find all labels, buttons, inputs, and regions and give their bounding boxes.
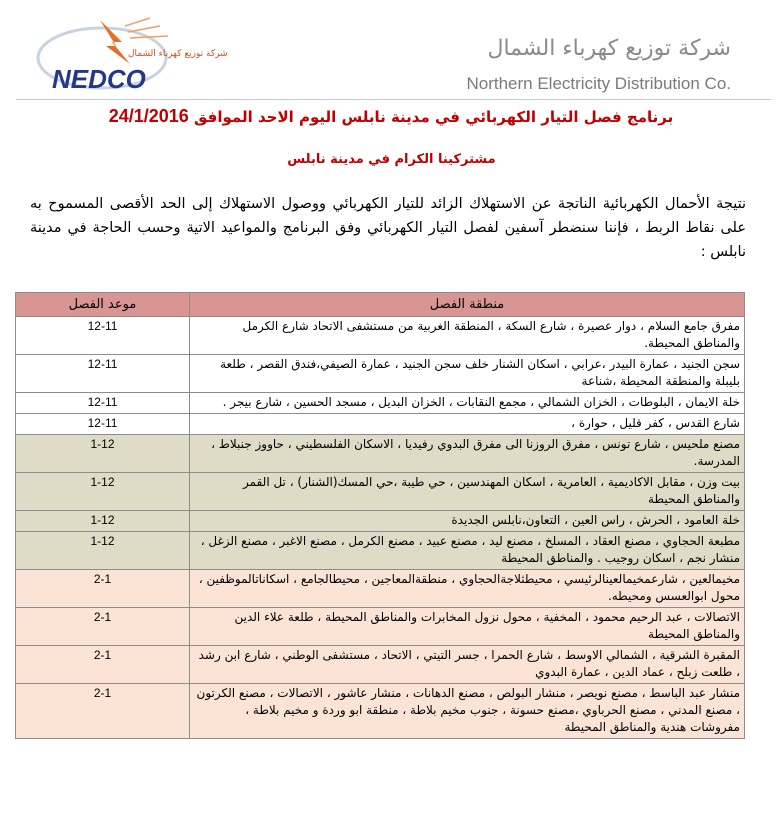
page-header [0, 0, 783, 100]
nedco-logo [30, 12, 228, 94]
table-row [16, 317, 745, 355]
intro-paragraph: نتيجة الأحمال الكهربائية الناتجة عن الاستهلاك الزائد للتيار الكهربائي ووصول الاستهلاك إلى الحد الأقصى المسموح به على نقاط الربط ، فإننا سنضطر آسفين لفصل التيار الكهربائي وفق البرنامج والمواعيد الاتية وحسب الحاجة في مدينة نابلس : [30, 196, 746, 260]
area-cell: مطبعة الحجاوي ، مصنع العقاد ، المسلخ ، مصنع ليد ، مصنع عبيد ، مصنع الكرمل ، مصنع الاغبر ، مصنع الزغل ، منشار نجم ، اسكان روجيب . والمناطق المحيطة [190, 532, 745, 570]
time-cell: 1-12 [16, 435, 190, 473]
company-name-arabic: شركة توزيع كهرباء الشمال [487, 36, 731, 61]
area-cell: شارع القدس ، كفر قليل ، حوارة ، [190, 414, 745, 435]
schedule-table [15, 292, 745, 739]
column-header-area: منطقة الفصل [190, 293, 745, 317]
time-cell: 1-12 [16, 511, 190, 532]
area-cell: بيت وزن ، مقابل الاكاديمية ، العامرية ، اسكان المهندسين ، حي طيبة ،حي المسك(الشنار) ، تل القمر والمناطق المحيطة [190, 473, 745, 511]
table-row [16, 608, 745, 646]
area-cell: سجن الجنيد ، عمارة البيدر ،عرابي ، اسكان الشنار خلف سجن الجنيد ، عمارة الصيفي،فندق القصر ، طلعة بليبلة والمنطقة المحيطة ،شناعة [190, 355, 745, 393]
time-cell: 1-12 [16, 532, 190, 570]
area-cell: الاتصالات ، عبد الرحيم محمود ، المخفية ، محول نزول المخابرات والمناطق المحيطة ، طلعة علاء الدين والمناطق المحيطة [190, 608, 745, 646]
area-cell: مخيمالعين ، شارعمخيمالعينالرئيسي ، محيطثلاجةالحجاوي ، منطقةالمعاجين ، محيطالجامع ، اسكاناتالموظفين ، محول ابوالعسس ومحيطه. [190, 570, 745, 608]
time-cell: 2-1 [16, 684, 190, 739]
area-cell: المقبرة الشرقية ، الشمالي الاوسط ، شارع الحمرا ، جسر التيتي ، الاتحاد ، مستشفى الوطني ، شارع ابن رشد ، طلعت زبلح ، عماد الدين ، عمارة البدوي [190, 646, 745, 684]
logo-arabic-text: شركة توزيع كهرباء الشمال [128, 49, 228, 59]
time-cell: 2-1 [16, 646, 190, 684]
table-row [16, 570, 745, 608]
area-cell: خلة الايمان ، البلوطات ، الخزان الشمالي ، مجمع النقابات ، الخزان البديل ، مسجد الحسين ، شارع بيجر . [190, 393, 745, 414]
logo-text: NEDCO [52, 64, 146, 94]
table-header-row [16, 293, 745, 317]
page-title [60, 106, 722, 127]
company-name-english: Northern Electricity Distribution Co. [466, 74, 731, 93]
area-cell: مصنع ملحيس ، شارع تونس ، مفرق الروزنا الى مفرق البدوي رفيديا ، الاسكان الفلسطيني ، حاووز جنبلاط ، المدرسة. [190, 435, 745, 473]
time-cell: 1-12 [16, 473, 190, 511]
area-cell: خلة العامود ، الحرش ، راس العين ، التعاون،نابلس الجديدة [190, 511, 745, 532]
table-row [16, 532, 745, 570]
time-cell: 12-11 [16, 317, 190, 355]
table-row [16, 684, 745, 739]
time-cell: 2-1 [16, 570, 190, 608]
time-cell: 12-11 [16, 393, 190, 414]
table-body [16, 317, 745, 739]
table-row [16, 414, 745, 435]
area-cell: مفرق جامع السلام ، دوار عصيرة ، شارع السكة ، المنطقة الغربية من مستشفى الاتحاد شارع الكرمل والمناطق المحيطة. [190, 317, 745, 355]
table-row [16, 393, 745, 414]
table-row [16, 355, 745, 393]
time-cell: 2-1 [16, 608, 190, 646]
time-cell: 12-11 [16, 414, 190, 435]
column-header-time: موعد الفصل [16, 293, 190, 317]
table-row [16, 473, 745, 511]
greeting: مشتركينا الكرام في مدينة نابلس [287, 152, 496, 167]
title-text: برنامج فصل التيار الكهربائي في مدينة نابلس اليوم الاحد الموافق [194, 108, 674, 126]
area-cell: منشار عبد الباسط ، مصنع نويصر ، منشار البولص ، مصنع الدهانات ، منشار عاشور ، الاتصالات ، مصنع الكرتون ، مصنع المدني ، مصنع الحرباوي ،مصنع حسونة ، جنوب مخيم بلاطة ، منطقة ابو وردة و مخيم بلاطة ، مفروشات هندية والمناطق المحيطة [190, 684, 745, 739]
header-divider [16, 99, 771, 100]
table-row [16, 435, 745, 473]
table-row [16, 646, 745, 684]
time-cell: 12-11 [16, 355, 190, 393]
title-date: 24/1/2016 [108, 106, 189, 126]
table-row [16, 511, 745, 532]
